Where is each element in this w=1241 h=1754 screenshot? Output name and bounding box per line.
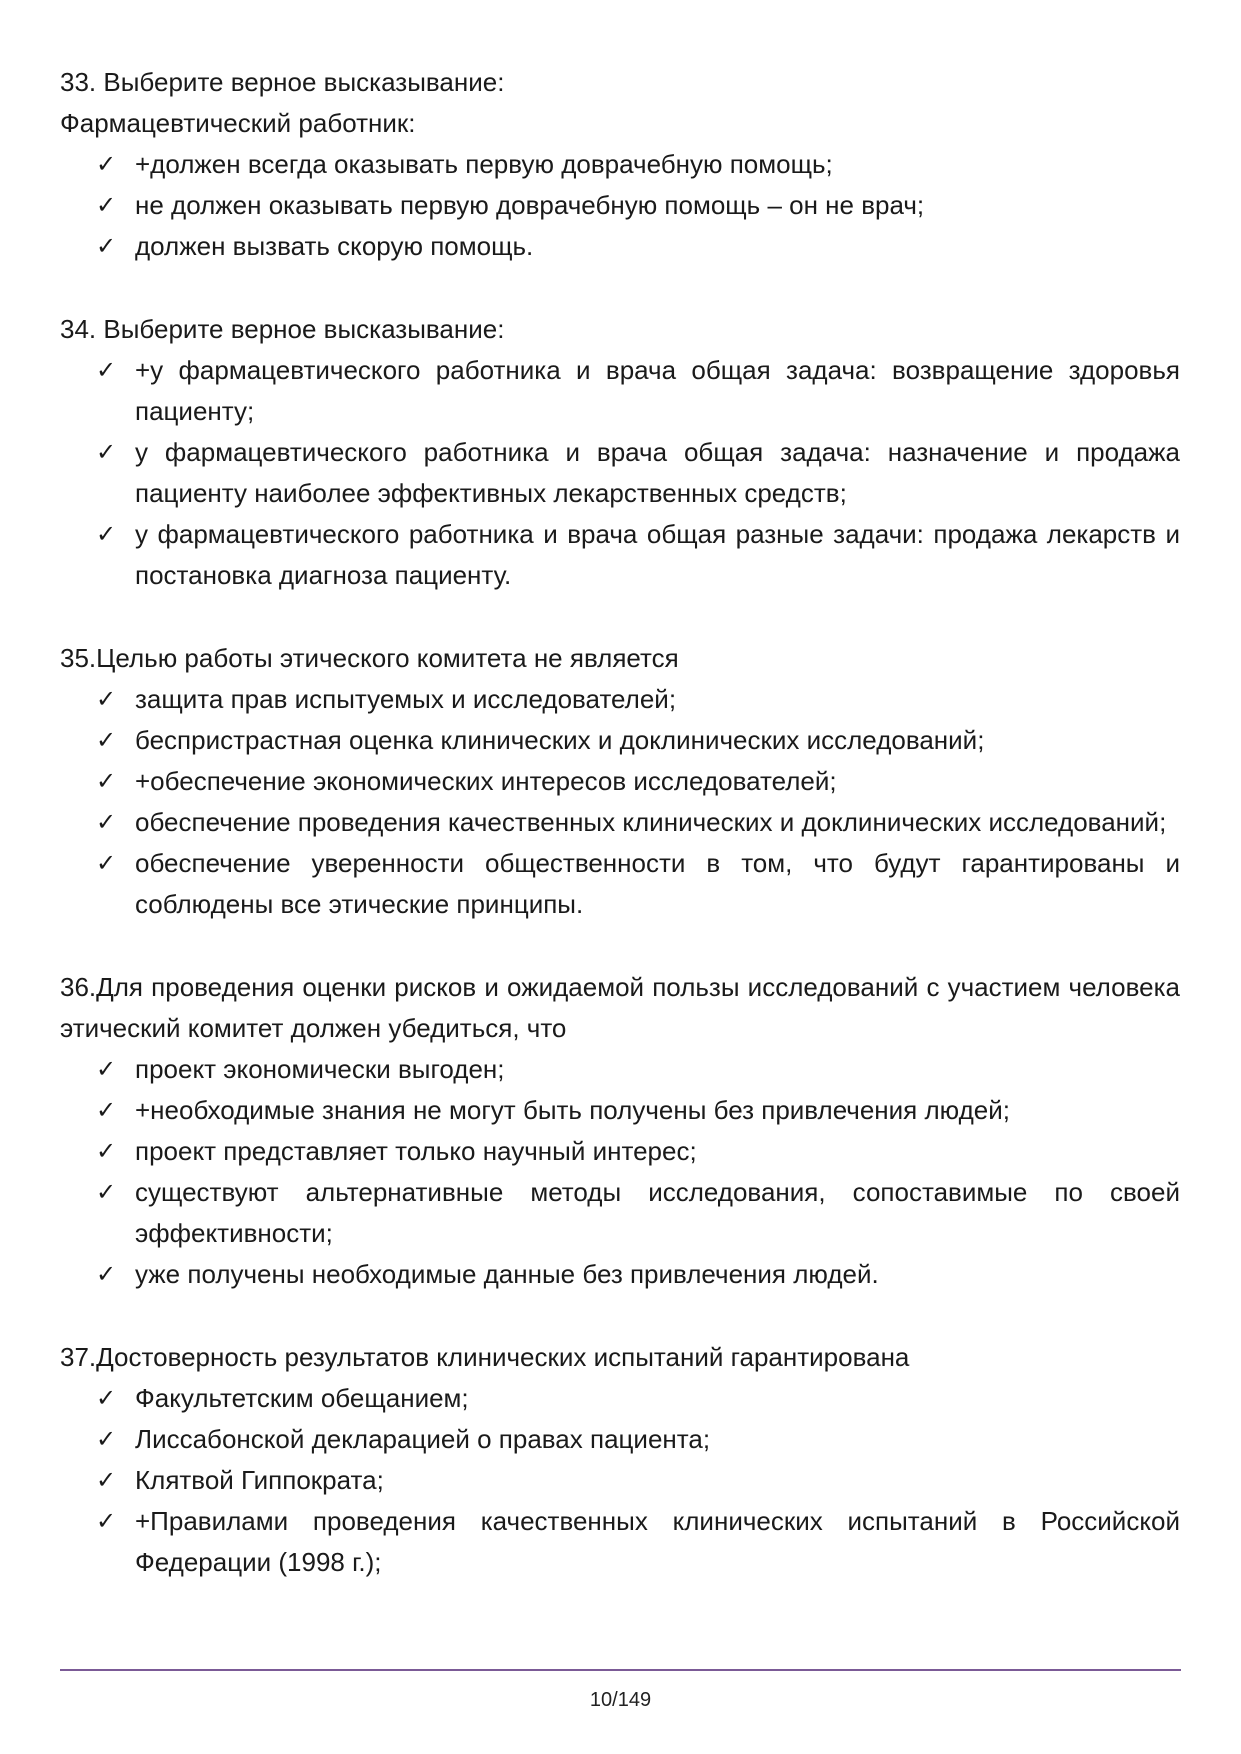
- answer-text: Факультетским обещанием;: [135, 1383, 469, 1413]
- question-34: [60, 309, 1180, 596]
- answer-option: [60, 144, 1180, 185]
- answer-option: [60, 679, 1180, 720]
- answer-text: +необходимые знания не могут быть получены без привлечения людей;: [135, 1095, 1010, 1125]
- checkmark-icon: ✓: [96, 1425, 117, 1453]
- question-subtitle: Фармацевтический работник:: [60, 108, 416, 138]
- page-number: 10/149: [589, 1689, 652, 1711]
- footer-divider: [60, 1669, 1181, 1671]
- answer-option: [60, 514, 1180, 596]
- answer-text: Лиссабонской декларацией о правах пациента;: [135, 1424, 711, 1454]
- answer-option: [60, 1254, 1180, 1295]
- question-37: [60, 1337, 1180, 1583]
- answer-option: [60, 1090, 1180, 1131]
- answer-option: [60, 1419, 1180, 1460]
- answer-text: у фармацевтического работника и врача общая задача: назначение и продажа пациенту наиболее эффективных лекарственных средств;: [135, 437, 1180, 508]
- answer-text: не должен оказывать первую доврачебную помощь – он не врач;: [135, 190, 925, 220]
- checkmark-icon: ✓: [96, 191, 117, 219]
- answer-text: +должен всегда оказывать первую доврачебную помощь;: [135, 149, 833, 179]
- checkmark-icon: ✓: [96, 438, 117, 466]
- answer-text: обеспечение проведения качественных клинических и доклинических исследований;: [135, 807, 1167, 837]
- checkmark-icon: ✓: [96, 356, 117, 384]
- checkmark-icon: ✓: [96, 232, 117, 260]
- checkmark-icon: ✓: [96, 1055, 117, 1083]
- answer-option: [60, 802, 1180, 843]
- question-title: 37.Достоверность результатов клинических испытаний гарантирована: [60, 1342, 910, 1372]
- checkmark-icon: ✓: [96, 767, 117, 795]
- answer-option: [60, 761, 1180, 802]
- question-35: [60, 638, 1180, 925]
- answer-text: обеспечение уверенности общественности в том, что будут гарантированы и соблюдены все этические принципы.: [135, 848, 1180, 919]
- answer-text: +у фармацевтического работника и врача общая задача: возвращение здоровья пациенту;: [135, 355, 1180, 426]
- answer-option: [60, 1131, 1180, 1172]
- document-page: [60, 62, 1180, 1625]
- answer-option: [60, 226, 1180, 267]
- answer-text: уже получены необходимые данные без привлечения людей.: [135, 1259, 879, 1289]
- answer-option: [60, 350, 1180, 432]
- answer-text: +обеспечение экономических интересов исследователей;: [135, 766, 837, 796]
- answer-text: беспристрастная оценка клинических и доклинических исследований;: [135, 725, 985, 755]
- checkmark-icon: ✓: [96, 849, 117, 877]
- answer-text: Клятвой Гиппократа;: [135, 1465, 384, 1495]
- checkmark-icon: ✓: [96, 1137, 117, 1165]
- answer-text: +Правилами проведения качественных клинических испытаний в Российской Федерации (1998 г.);: [135, 1506, 1180, 1577]
- answer-list: [60, 350, 1180, 596]
- checkmark-icon: ✓: [96, 1260, 117, 1288]
- answer-option: [60, 185, 1180, 226]
- question-title: 36.Для проведения оценки рисков и ожидаемой пользы исследований с участием человека этический комитет должен убедиться, что: [60, 972, 1180, 1043]
- answer-option: [60, 843, 1180, 925]
- question-title: 34. Выберите верное высказывание:: [60, 314, 505, 344]
- question-36: [60, 967, 1180, 1295]
- answer-option: [60, 1378, 1180, 1419]
- answer-list: [60, 1049, 1180, 1295]
- checkmark-icon: ✓: [96, 1096, 117, 1124]
- answer-option: [60, 1172, 1180, 1254]
- checkmark-icon: ✓: [96, 520, 117, 548]
- checkmark-icon: ✓: [96, 685, 117, 713]
- answer-option: [60, 1501, 1180, 1583]
- checkmark-icon: ✓: [96, 1178, 117, 1206]
- checkmark-icon: ✓: [96, 150, 117, 178]
- answer-text: проект представляет только научный интерес;: [135, 1136, 697, 1166]
- answer-text: существуют альтернативные методы исследования, сопоставимые по своей эффективности;: [135, 1177, 1180, 1248]
- answer-option: [60, 1049, 1180, 1090]
- answer-text: проект экономически выгоден;: [135, 1054, 505, 1084]
- checkmark-icon: ✓: [96, 726, 117, 754]
- answer-list: [60, 679, 1180, 925]
- answer-text: должен вызвать скорую помощь.: [135, 231, 534, 261]
- answer-list: [60, 144, 1180, 267]
- checkmark-icon: ✓: [96, 808, 117, 836]
- question-title: 33. Выберите верное высказывание:: [60, 67, 505, 97]
- question-title: 35.Целью работы этического комитета не является: [60, 643, 679, 673]
- checkmark-icon: ✓: [96, 1466, 117, 1494]
- answer-option: [60, 432, 1180, 514]
- answer-option: [60, 720, 1180, 761]
- checkmark-icon: ✓: [96, 1507, 117, 1535]
- checkmark-icon: ✓: [96, 1384, 117, 1412]
- answer-text: защита прав испытуемых и исследователей;: [135, 684, 677, 714]
- answer-option: [60, 1460, 1180, 1501]
- answer-list: [60, 1378, 1180, 1583]
- answer-text: у фармацевтического работника и врача общая разные задачи: продажа лекарств и постановка диагноза пациенту.: [135, 519, 1180, 590]
- question-33: [60, 62, 1180, 267]
